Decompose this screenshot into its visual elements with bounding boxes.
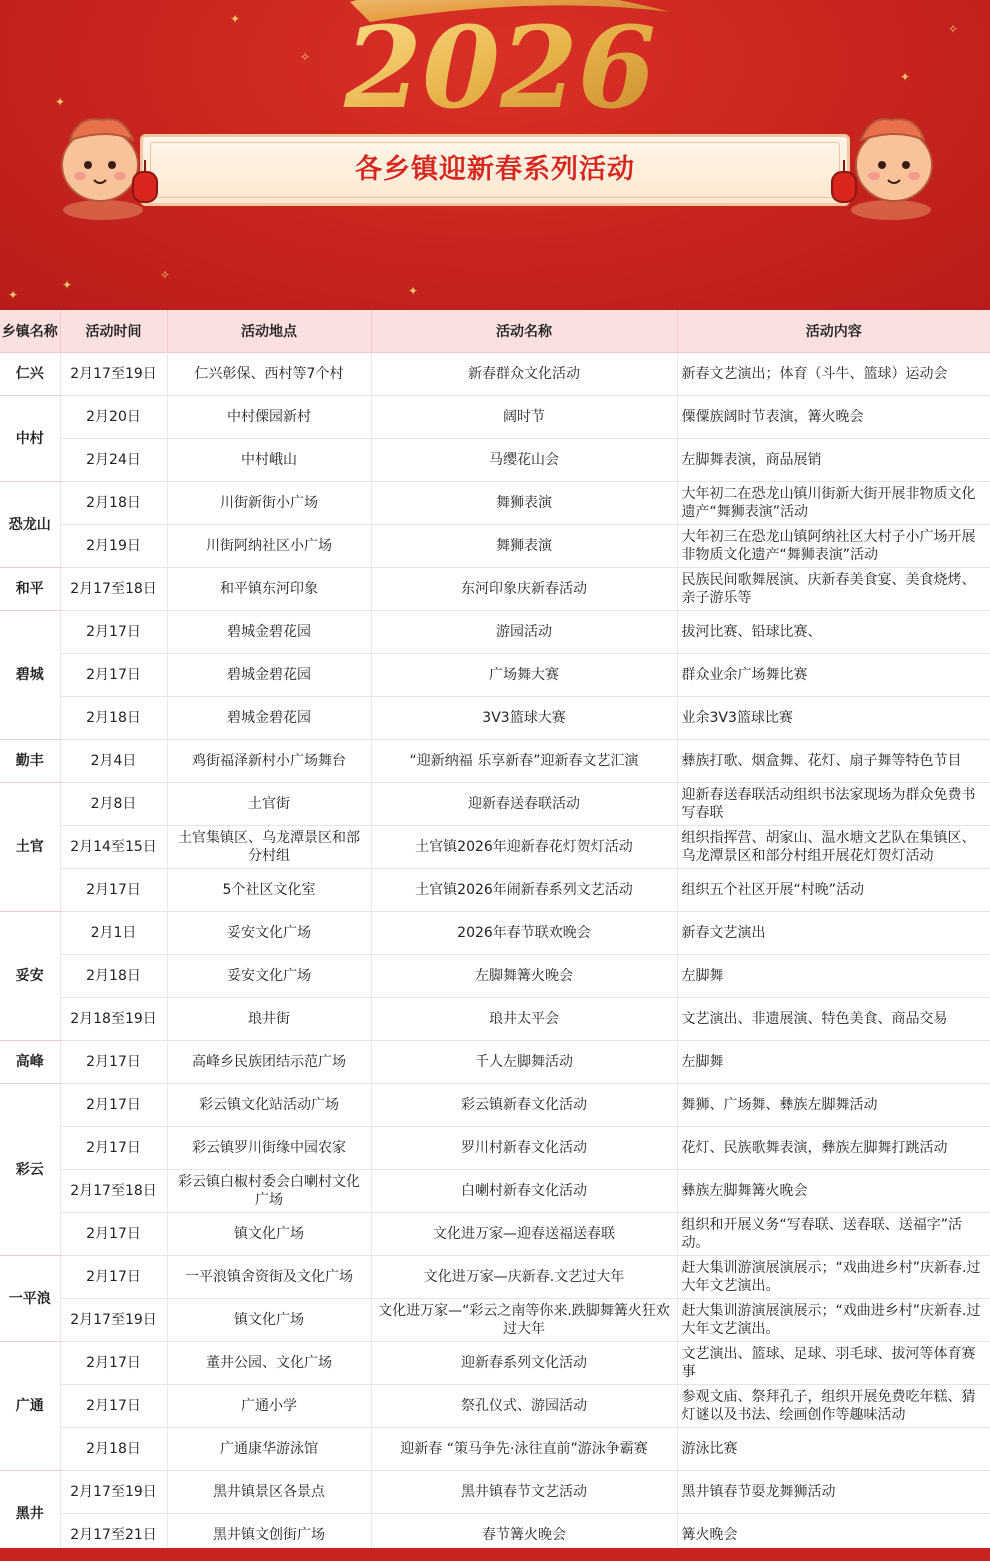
activity-name-cell: 舞狮表演	[371, 482, 677, 525]
activity-location-cell: 妥安文化广场	[167, 912, 371, 955]
activity-time-cell: 2月18日	[60, 955, 167, 998]
activity-time-cell: 2月24日	[60, 439, 167, 482]
sparkle-icon: ✦	[230, 12, 241, 26]
column-header: 活动地点	[167, 310, 371, 353]
activity-name-cell: 罗川村新春文化活动	[371, 1127, 677, 1170]
activity-table	[0, 310, 990, 1548]
activity-location-cell: 黑井镇文创街广场	[167, 1514, 371, 1549]
activity-content-cell: 大年初三在恐龙山镇阿纳社区大村子小广场开展非物质文化遗产“舞狮表演”活动	[677, 525, 990, 568]
activity-location-cell: 土官集镇区、乌龙潭景区和部分村组	[167, 826, 371, 869]
activity-name-cell: 迎新春系列文化活动	[371, 1342, 677, 1385]
town-name-cell: 黑井	[0, 1471, 60, 1549]
table-row	[0, 1428, 990, 1471]
activity-name-cell: 文化进万家—庆新春.文艺过大年	[371, 1256, 677, 1299]
activity-time-cell: 2月14至15日	[60, 826, 167, 869]
table-row	[0, 1213, 990, 1256]
table-row	[0, 783, 990, 826]
activity-location-cell: 川街新街小广场	[167, 482, 371, 525]
activity-time-cell: 2月17日	[60, 611, 167, 654]
activity-time-cell: 2月17至19日	[60, 353, 167, 396]
table-row	[0, 1299, 990, 1342]
town-name-cell: 彩云	[0, 1084, 60, 1256]
activity-name-cell: 土官镇2026年闹新春系列文艺活动	[371, 869, 677, 912]
table-row	[0, 1342, 990, 1385]
table-row	[0, 1256, 990, 1299]
activity-time-cell: 2月17至21日	[60, 1514, 167, 1549]
activity-time-cell: 2月18日	[60, 1428, 167, 1471]
table-row	[0, 568, 990, 611]
activity-table-container	[0, 310, 990, 1548]
activity-content-cell: 左脚舞	[677, 955, 990, 998]
activity-location-cell: 一平浪镇舍资街及文化广场	[167, 1256, 371, 1299]
activity-time-cell: 2月17日	[60, 1213, 167, 1256]
activity-time-cell: 2月18至19日	[60, 998, 167, 1041]
sparkle-icon: ✦	[900, 70, 911, 84]
activity-name-cell: 春节篝火晚会	[371, 1514, 677, 1549]
column-header: 活动内容	[677, 310, 990, 353]
sparkle-icon: ✦	[55, 95, 66, 109]
activity-name-cell: 迎新春送春联活动	[371, 783, 677, 826]
activity-location-cell: 5个社区文化室	[167, 869, 371, 912]
town-name-cell: 碧城	[0, 611, 60, 740]
activity-content-cell: 左脚舞表演，商品展销	[677, 439, 990, 482]
activity-location-cell: 黑井镇景区各景点	[167, 1471, 371, 1514]
activity-content-cell: 群众业余广场舞比赛	[677, 654, 990, 697]
activity-name-cell: 阔时节	[371, 396, 677, 439]
activity-time-cell: 2月17日	[60, 1342, 167, 1385]
activity-content-cell: 黑井镇春节耍龙舞狮活动	[677, 1471, 990, 1514]
activity-content-cell: 组织指挥营、胡家山、温水塘文艺队在集镇区、乌龙潭景区和部分村组开展花灯贺灯活动	[677, 826, 990, 869]
table-header-row	[0, 310, 990, 353]
town-name-cell: 和平	[0, 568, 60, 611]
activity-location-cell: 中村峨山	[167, 439, 371, 482]
activity-content-cell: 游泳比赛	[677, 1428, 990, 1471]
title-ribbon	[140, 134, 850, 206]
svg-text:2026: 2026	[344, 3, 656, 132]
activity-location-cell: 碧城金碧花园	[167, 611, 371, 654]
activity-time-cell: 2月17至18日	[60, 1170, 167, 1213]
table-row	[0, 1127, 990, 1170]
activity-location-cell: 高峰乡民族团结示范广场	[167, 1041, 371, 1084]
activity-name-cell: 新春群众文化活动	[371, 353, 677, 396]
activity-location-cell: 广通康华游泳馆	[167, 1428, 371, 1471]
activity-name-cell: 3V3篮球大赛	[371, 697, 677, 740]
activity-content-cell: 赶大集训游演展演展示；“戏曲进乡村”庆新春.过大年文艺演出。	[677, 1256, 990, 1299]
activity-name-cell: 祭孔仪式、游园活动	[371, 1385, 677, 1428]
activity-location-cell: 川街阿纳社区小广场	[167, 525, 371, 568]
activity-content-cell: 文艺演出、非遗展演、特色美食、商品交易	[677, 998, 990, 1041]
table-row	[0, 1385, 990, 1428]
activity-location-cell: 妥安文化广场	[167, 955, 371, 998]
activity-time-cell: 2月8日	[60, 783, 167, 826]
activity-time-cell: 2月17日	[60, 1385, 167, 1428]
activity-time-cell: 2月4日	[60, 740, 167, 783]
activity-time-cell: 2月17至19日	[60, 1471, 167, 1514]
activity-name-cell: 舞狮表演	[371, 525, 677, 568]
activity-location-cell: 碧城金碧花园	[167, 697, 371, 740]
activity-name-cell: 东河印象庆新春活动	[371, 568, 677, 611]
activity-location-cell: 琅井街	[167, 998, 371, 1041]
activity-location-cell: 镇文化广场	[167, 1299, 371, 1342]
table-row	[0, 654, 990, 697]
activity-name-cell: 土官镇2026年迎新春花灯贺灯活动	[371, 826, 677, 869]
table-row	[0, 353, 990, 396]
activity-name-cell: 马缨花山会	[371, 439, 677, 482]
activity-time-cell: 2月17日	[60, 1084, 167, 1127]
column-header: 活动时间	[60, 310, 167, 353]
sparkle-icon: ✧	[948, 22, 959, 36]
activity-name-cell: 2026年春节联欢晚会	[371, 912, 677, 955]
activity-location-cell: 和平镇东河印象	[167, 568, 371, 611]
activity-location-cell: 董井公园、文化广场	[167, 1342, 371, 1385]
town-name-cell: 妥安	[0, 912, 60, 1041]
table-row	[0, 955, 990, 998]
town-name-cell: 勤丰	[0, 740, 60, 783]
activity-time-cell: 2月18日	[60, 482, 167, 525]
table-row	[0, 826, 990, 869]
activity-location-cell: 彩云镇罗川街缘中园农家	[167, 1127, 371, 1170]
table-row	[0, 740, 990, 783]
footer-strip	[0, 1548, 990, 1561]
town-name-cell: 土官	[0, 783, 60, 912]
activity-name-cell: 广场舞大赛	[371, 654, 677, 697]
activity-location-cell: 镇文化广场	[167, 1213, 371, 1256]
activity-content-cell: 文艺演出、篮球、足球、羽毛球、拔河等体育赛事	[677, 1342, 990, 1385]
year-calligraphy	[310, 0, 690, 132]
activity-location-cell: 碧城金碧花园	[167, 654, 371, 697]
table-row	[0, 439, 990, 482]
activity-content-cell: 组织五个社区开展“村晚”活动	[677, 869, 990, 912]
activity-content-cell: 拔河比赛、铅球比赛、	[677, 611, 990, 654]
activity-time-cell: 2月20日	[60, 396, 167, 439]
activity-location-cell: 彩云镇文化站活动广场	[167, 1084, 371, 1127]
activity-location-cell: 中村傈园新村	[167, 396, 371, 439]
activity-content-cell: 新春文艺演出；体育（斗牛、篮球）运动会	[677, 353, 990, 396]
activity-time-cell: 2月17日	[60, 1127, 167, 1170]
activity-location-cell: 彩云镇白椒村委会白喇村文化广场	[167, 1170, 371, 1213]
activity-name-cell: 游园活动	[371, 611, 677, 654]
activity-name-cell: 文化进万家—迎春送福送春联	[371, 1213, 677, 1256]
sparkle-icon: ✧	[160, 268, 171, 282]
activity-content-cell: 篝火晚会	[677, 1514, 990, 1549]
activity-name-cell: 琅井太平会	[371, 998, 677, 1041]
activity-content-cell: 参观文庙、祭拜孔子，组织开展免费吃年糕、猜灯谜以及书法、绘画创作等趣味活动	[677, 1385, 990, 1428]
table-row	[0, 1041, 990, 1084]
activity-content-cell: 彝族打歌、烟盒舞、花灯、扇子舞等特色节目	[677, 740, 990, 783]
activity-name-cell: 彩云镇新春文化活动	[371, 1084, 677, 1127]
activity-content-cell: 大年初二在恐龙山镇川街新大街开展非物质文化遗产“舞狮表演”活动	[677, 482, 990, 525]
activity-time-cell: 2月17至18日	[60, 568, 167, 611]
horse-mascot-icon	[826, 110, 946, 225]
activity-time-cell: 2月17日	[60, 1256, 167, 1299]
sparkle-icon: ✦	[408, 284, 419, 298]
table-row	[0, 1471, 990, 1514]
sparkle-icon: ✦	[62, 278, 73, 292]
town-name-cell: 仁兴	[0, 353, 60, 396]
activity-location-cell: 鸡街福泽新村小广场舞台	[167, 740, 371, 783]
activity-content-cell: 赶大集训游演展演展示；“戏曲进乡村”庆新春.过大年文艺演出。	[677, 1299, 990, 1342]
table-row	[0, 697, 990, 740]
sparkle-icon: ✦	[8, 288, 19, 302]
table-row	[0, 396, 990, 439]
activity-content-cell: 业余3V3篮球比赛	[677, 697, 990, 740]
activity-content-cell: 花灯、民族歌舞表演，彝族左脚舞打跳活动	[677, 1127, 990, 1170]
table-row	[0, 1170, 990, 1213]
activity-content-cell: 新春文艺演出	[677, 912, 990, 955]
page-title: 各乡镇迎新春系列活动	[355, 154, 635, 185]
activity-time-cell: 2月17日	[60, 869, 167, 912]
table-body	[0, 353, 990, 1549]
activity-time-cell: 2月17日	[60, 1041, 167, 1084]
town-name-cell: 广通	[0, 1342, 60, 1471]
column-header: 乡镇名称	[0, 310, 60, 353]
town-name-cell: 高峰	[0, 1041, 60, 1084]
activity-content-cell: 彝族左脚舞篝火晚会	[677, 1170, 990, 1213]
activity-location-cell: 仁兴彰保、西村等7个村	[167, 353, 371, 396]
activity-name-cell: 千人左脚舞活动	[371, 1041, 677, 1084]
activity-content-cell: 民族民间歌舞展演、庆新春美食宴、美食烧烤、亲子游乐等	[677, 568, 990, 611]
header-banner	[0, 0, 990, 310]
table-row	[0, 611, 990, 654]
activity-time-cell: 2月17至19日	[60, 1299, 167, 1342]
table-row	[0, 998, 990, 1041]
activity-name-cell: 文化进万家—“彩云之南等你来.跌脚舞篝火狂欢过大年	[371, 1299, 677, 1342]
horse-mascot-icon	[48, 110, 168, 225]
activity-content-cell: 左脚舞	[677, 1041, 990, 1084]
table-row	[0, 1514, 990, 1549]
column-header: 活动名称	[371, 310, 677, 353]
activity-content-cell: 组织和开展义务“写春联、送春联、送福字”活动。	[677, 1213, 990, 1256]
activity-content-cell: 舞狮、广场舞、彝族左脚舞活动	[677, 1084, 990, 1127]
table-row	[0, 869, 990, 912]
sparkle-icon: ✧	[300, 50, 311, 64]
activity-time-cell: 2月18日	[60, 697, 167, 740]
table-row	[0, 525, 990, 568]
activity-time-cell: 2月17日	[60, 654, 167, 697]
table-row	[0, 482, 990, 525]
activity-name-cell: 左脚舞篝火晚会	[371, 955, 677, 998]
town-name-cell: 恐龙山	[0, 482, 60, 568]
activity-name-cell: 白喇村新春文化活动	[371, 1170, 677, 1213]
activity-location-cell: 广通小学	[167, 1385, 371, 1428]
town-name-cell: 中村	[0, 396, 60, 482]
table-row	[0, 912, 990, 955]
activity-time-cell: 2月1日	[60, 912, 167, 955]
activity-name-cell: “迎新纳福 乐享新春”迎新春文艺汇演	[371, 740, 677, 783]
town-name-cell: 一平浪	[0, 1256, 60, 1342]
activity-time-cell: 2月19日	[60, 525, 167, 568]
activity-name-cell: 迎新春 “策马争先·泳往直前”游泳争霸赛	[371, 1428, 677, 1471]
table-row	[0, 1084, 990, 1127]
activity-content-cell: 迎新春送春联活动组织书法家现场为群众免费书写春联	[677, 783, 990, 826]
activity-content-cell: 傈僳族阔时节表演，篝火晚会	[677, 396, 990, 439]
activity-location-cell: 土官街	[167, 783, 371, 826]
activity-name-cell: 黑井镇春节文艺活动	[371, 1471, 677, 1514]
